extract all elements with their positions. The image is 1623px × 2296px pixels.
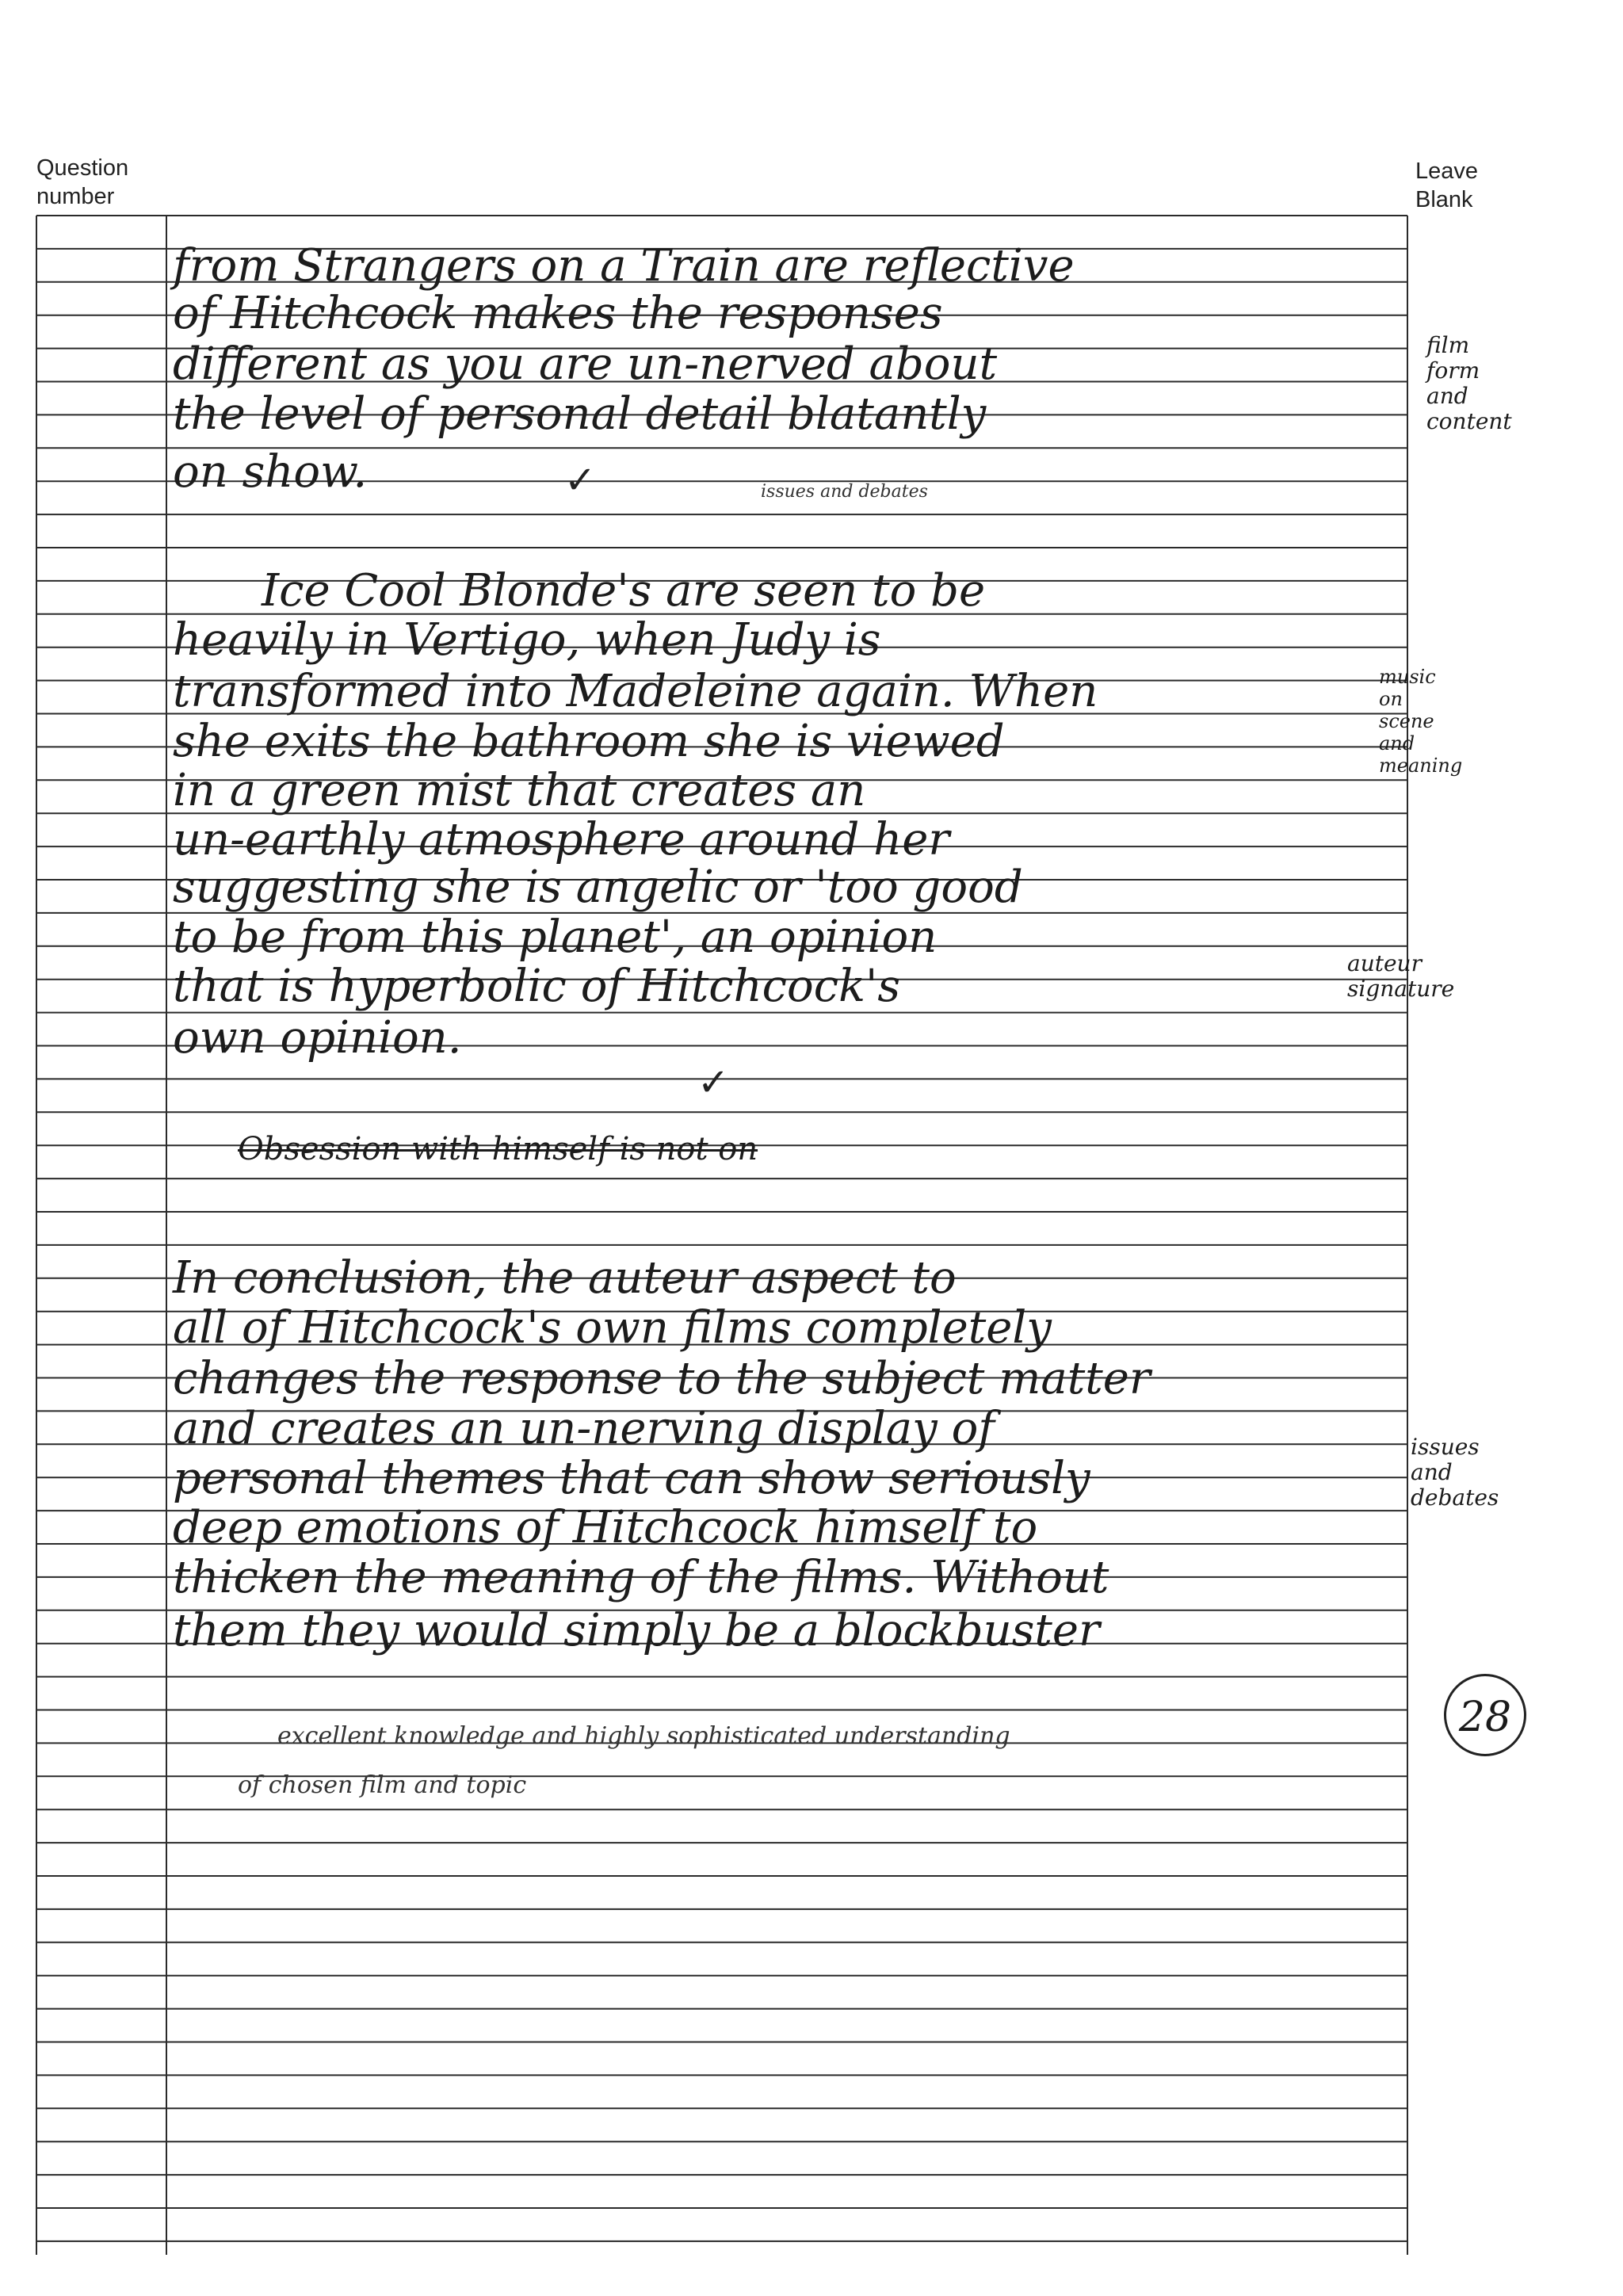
answer-line: thicken the meaning of the films. Without bbox=[173, 1552, 1109, 1603]
answer-line: and creates an un-nerving display of bbox=[173, 1403, 995, 1454]
grade-circle: 28 bbox=[1444, 1674, 1526, 1756]
answer-line: heavily in Vertigo, when Judy is bbox=[173, 614, 881, 666]
answer-line: all of Hitchcock's own films completely bbox=[173, 1302, 1052, 1354]
tick-mark-2: ✓ bbox=[697, 1060, 730, 1105]
answer-line: un-earthly atmosphere around her bbox=[173, 814, 950, 865]
crossed-out-line: Obsession with himself is not on bbox=[238, 1131, 758, 1167]
final-examiner-comment-line1: excellent knowledge and highly sophisticated understanding bbox=[277, 1722, 1010, 1750]
answer-line: them they would simply be a blockbuster bbox=[173, 1605, 1100, 1656]
margin-note-music-scene: music on scene and meaning bbox=[1379, 666, 1463, 777]
page-header-question-number: Question number bbox=[36, 155, 129, 209]
answer-line: in a green mist that creates an bbox=[173, 765, 866, 816]
answer-line: Ice Cool Blonde's are seen to be bbox=[262, 565, 986, 617]
answer-line: suggesting she is angelic or 'too good bbox=[173, 861, 1023, 913]
answer-line: transformed into Madeleine again. When bbox=[173, 666, 1098, 717]
answer-line: own opinion. bbox=[173, 1012, 462, 1064]
answer-line: deep emotions of Hitchcock himself to bbox=[173, 1502, 1038, 1553]
answer-line: that is hyperbolic of Hitchcock's bbox=[173, 961, 901, 1012]
margin-note-auteur-signature: auteur signature bbox=[1347, 950, 1455, 1002]
answer-line: on show. bbox=[173, 446, 368, 498]
tick-mark-1: ✓ bbox=[564, 458, 597, 502]
ruled-lines bbox=[36, 216, 1407, 2241]
answer-line: of Hitchcock makes the responses bbox=[173, 288, 943, 339]
inline-note-issues-debates: issues and debates bbox=[761, 482, 928, 502]
margin-note-issues-debates: issues and debates bbox=[1411, 1434, 1499, 1511]
final-examiner-comment-line2: of chosen film and topic bbox=[238, 1771, 527, 1799]
answer-line: In conclusion, the auteur aspect to bbox=[173, 1252, 957, 1304]
answer-line: to be from this planet', an opinion bbox=[173, 911, 938, 963]
answer-line: different as you are un-nerved about bbox=[173, 338, 998, 390]
margin-note-film-form: film form and content bbox=[1426, 332, 1512, 434]
answer-line: the level of personal detail blatantly bbox=[173, 388, 987, 440]
answer-line: personal themes that can show seriously bbox=[173, 1453, 1090, 1504]
answer-line: she exits the bathroom she is viewed bbox=[173, 716, 1005, 767]
page-header-leave-blank: Leave Blank bbox=[1415, 159, 1479, 212]
answer-line: from Strangers on a Train are reflective bbox=[173, 240, 1075, 292]
answer-line: changes the response to the subject matter bbox=[173, 1353, 1151, 1404]
